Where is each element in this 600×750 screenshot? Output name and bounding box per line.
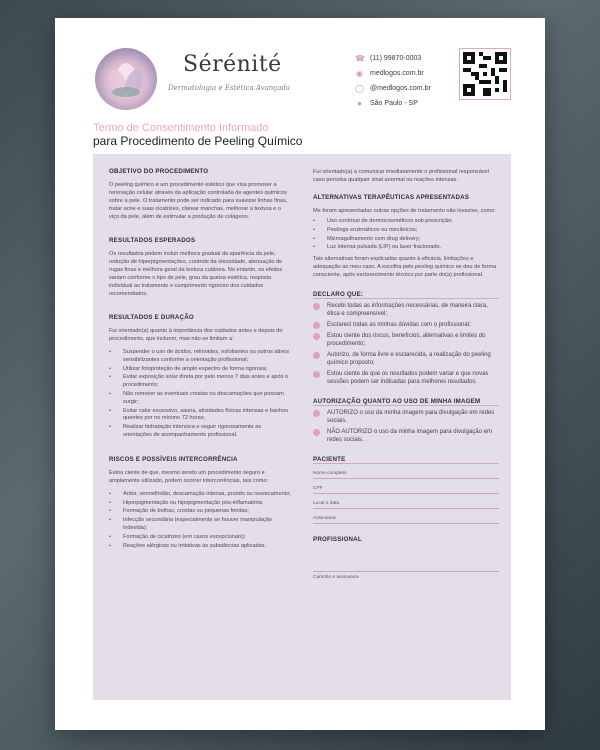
checkbox-icon[interactable] — [313, 410, 320, 417]
list-item: • Utilizar fotoproteção de amplo espectro de forma rigorosa; — [109, 366, 291, 374]
declaration-list — [313, 302, 499, 386]
qr-code-icon[interactable] — [459, 48, 511, 100]
section-text: Fui orientado(a) quanto à importância dos cuidados antes e depois do procedimento, que incluem, mas não se limitam a: — [109, 328, 283, 342]
care-list — [109, 349, 291, 440]
contact-location: ● São Paulo - SP — [355, 97, 431, 110]
list-item: • Formação de bolhas, crostas ou pequenas feridas; — [109, 508, 291, 516]
checkbox-icon[interactable] — [313, 322, 320, 329]
contact-phone[interactable]: ☎ (11) 99870-0003 — [355, 54, 422, 63]
field-label: Assinatura — [313, 516, 336, 522]
checkbox-icon[interactable] — [313, 303, 320, 310]
declaration-item[interactable]: Estou ciente dos riscos, benefícios, alternativas e limites do procedimento; — [313, 332, 499, 348]
field-label: Local e data — [313, 501, 340, 507]
section-text: Os resultados podem incluir melhora gradual da aparência da pele, redução de hiperpigmentações, controle da oleosidade, atenuação de rugas finas e melhora geral da textura cutânea. No entanto, os efeitos variam conforme o tipo de pele, grau da queixa estética, resposta individual ao tratamento e cumprimento rigoroso dos cuidados recomendados. — [109, 251, 283, 297]
authorize-option[interactable]: AUTORIZO o uso da minha imagem para divulgação em redes sociais. — [313, 409, 499, 425]
list-item: • Formação de cicatrizes (em casos excepcionais); — [109, 534, 291, 542]
checkbox-icon[interactable] — [313, 333, 320, 340]
globe-icon: ◉ — [356, 69, 363, 78]
consent-document-page — [55, 18, 545, 730]
list-item: • Uso contínuo de dermocosméticos sob prescrição; — [313, 218, 499, 226]
place-date-field[interactable] — [313, 508, 499, 509]
section-heading: OBJETIVO DO PROCEDIMENTO — [109, 168, 209, 175]
list-item: • Evitar calor excessivo, sauna, atividades físicas intensas e banhos quentes por no mínimo 72 horas; — [109, 408, 291, 424]
field-label: Nome completo — [313, 471, 347, 477]
section-heading: RESULTADOS E DURAÇÃO — [109, 314, 194, 321]
declaration-item[interactable]: Estou ciente de que os resultados podem variar e que novas sessões podem ser indicadas para melhores resultados. — [313, 370, 499, 386]
section-text: O peeling químico é um procedimento estético que visa promover a renovação celular através da aplicação controlada de agentes químicos sobre a pele. O tratamento pode ser indicado para suavizar linhas finas, tratar acne e suas cicatrizes, clarear manchas, melhorar a textura e o viço da pele, além de estimular a produção de colágeno. — [109, 182, 288, 220]
risk-list — [109, 491, 291, 551]
contact-block — [355, 52, 431, 112]
section-heading: PROFISSIONAL — [313, 536, 362, 544]
section-heading: AUTORIZAÇÃO QUANTO AO USO DE MINHA IMAGEM — [313, 398, 499, 406]
checkbox-icon[interactable] — [313, 352, 320, 359]
list-item: • Reações alérgicas ou irritativas às substâncias aplicadas. — [109, 543, 291, 551]
image-authorization-list — [313, 409, 499, 444]
section-heading: PACIENTE — [313, 456, 499, 464]
checkbox-icon[interactable] — [313, 429, 320, 436]
list-item: • Hiperpigmentação ou hipopigmentação pós-inflamatória; — [109, 500, 291, 508]
list-item: • Peelings enzimáticos ou mecânicos; — [313, 227, 499, 235]
brand-tagline: Dermatologia e Estética Avançada — [168, 84, 291, 92]
section-text: Fui orientado(a) a comunicar imediatamente o profissional responsável caso perceba qualquer sinal anormal ou reações intensas. — [313, 169, 489, 183]
list-item: • Não remover as eventuais crostas ou descamações que possam surgir; — [109, 391, 291, 407]
phone-icon: ☎ — [355, 54, 365, 63]
name-field[interactable] — [313, 478, 499, 479]
declaration-item[interactable]: Recebi todas as informações necessárias, de maneira clara, ética e compreensível; — [313, 302, 499, 318]
professional-signature-field[interactable] — [313, 571, 499, 572]
list-item: • Evitar exposição solar direta por pelo menos 7 dias antes e após o procedimento; — [109, 374, 291, 390]
document-title: Termo de Consentimento Informado — [93, 122, 269, 134]
deny-option[interactable]: NÃO AUTORIZO o uso da minha imagem para divulgação em redes sociais. — [313, 428, 499, 444]
section-heading: ALTERNATIVAS TERAPÊUTICAS APRESENTADAS — [313, 194, 470, 201]
field-label: Carimbo e assinatura — [313, 575, 359, 581]
list-item: • Realizar hidratação intensiva e seguir rigorosamente as orientações de acompanhamento profissional. — [109, 424, 291, 440]
brand-name: Sérénité — [183, 52, 282, 77]
left-column — [109, 168, 291, 566]
list-item: • Microagulhamento com drug delivery; — [313, 236, 499, 244]
section-heading: DECLARO QUE: — [313, 291, 499, 299]
instagram-icon: ◯ — [355, 84, 364, 93]
signature-field[interactable] — [313, 523, 499, 524]
section-heading: RISCOS E POSSÍVEIS INTERCORRÊNCIA — [109, 455, 238, 463]
alternatives-list — [313, 218, 499, 252]
location-icon: ● — [357, 99, 362, 108]
cpf-field[interactable] — [313, 493, 499, 494]
document-subtitle: para Procedimento de Peeling Químico — [93, 134, 303, 148]
right-column — [313, 168, 499, 596]
declaration-item[interactable]: Esclareci todas as minhas dúvidas com o profissional; — [313, 321, 499, 329]
content-panel — [93, 154, 511, 700]
field-label: CPF — [313, 486, 323, 492]
section-text: Estou ciente de que, mesmo sendo um procedimento seguro e amplamente utilizado, podem ocorrer intercorrências, tais como: — [109, 469, 269, 484]
declaration-item[interactable]: Autorizo, de forma livre e esclarecida, a realização do peeling químico proposto; — [313, 351, 499, 367]
list-item: • Suspender o uso de ácidos, retinoides, esfoliantes ou outros ativos sensibilizantes conforme a orientação profissional; — [109, 349, 291, 365]
list-item: • Luz intensa pulsada (LIP) ou laser fracionado. — [313, 244, 499, 252]
contact-website[interactable]: ◉ medlogos.com.br — [356, 69, 424, 78]
section-text: Tais alternativas foram explicadas quanto à eficácia, limitações e adequação ao meu caso. A escolha pelo peeling químico se deu de forma consciente, após esclarecimento técnico por parte do(a) profissional. — [313, 256, 497, 279]
list-item: • Ardor, vermelhidão, descamação intensa, prurido ou ressecamento; — [109, 491, 291, 499]
list-item: • Infecção secundária (especialmente se houver manipulação indevida); — [109, 517, 291, 533]
section-text: Me foram apresentadas outras opções de tratamento não invasivo, como: — [313, 208, 496, 214]
contact-instagram[interactable]: ◯ @medlogos.com.br — [355, 84, 431, 93]
section-heading: RESULTADOS ESPERADOS — [109, 237, 196, 244]
checkbox-icon[interactable] — [313, 371, 320, 378]
flower-logo-icon — [95, 48, 157, 110]
